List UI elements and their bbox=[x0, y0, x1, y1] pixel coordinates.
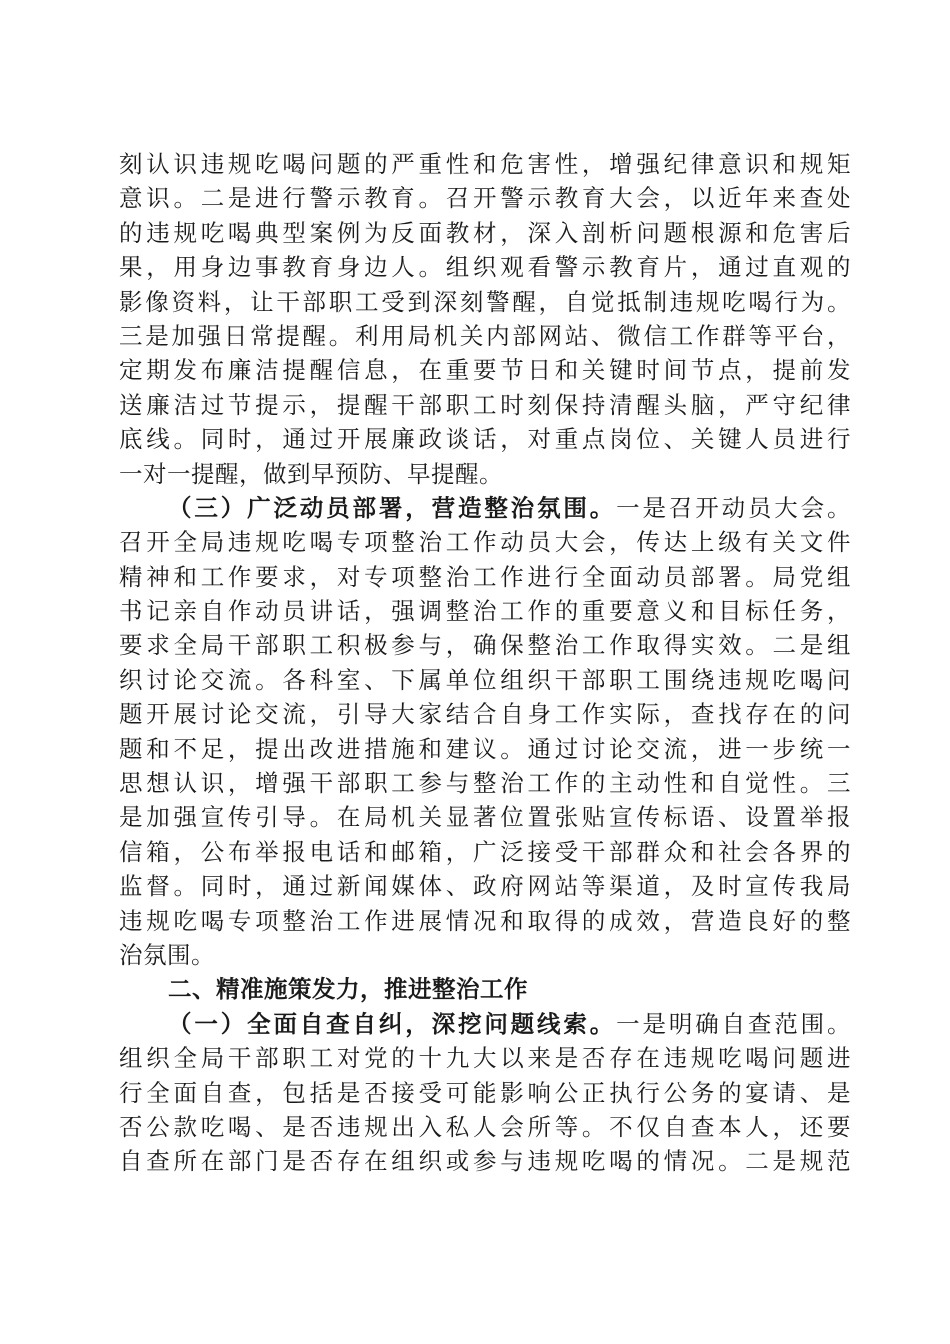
text-line: 送廉洁过节提示，提醒干部职工时刻保持清醒头脑，严守纪律 bbox=[119, 390, 851, 419]
paragraph-mobilization bbox=[119, 491, 851, 972]
text-line: 果，用身边事教育身边人。组织观看警示教育片，通过直观的 bbox=[119, 253, 851, 282]
text-line: 三是加强日常提醒。利用局机关内部网站、微信工作群等平台， bbox=[119, 321, 851, 350]
text-line: 书记亲自作动员讲话，强调整治工作的重要意义和目标任务， bbox=[119, 597, 851, 626]
text-line: 题开展讨论交流，引导大家结合自身工作实际，查找存在的问 bbox=[119, 700, 851, 729]
text-run: 一是明确自查范围。 bbox=[616, 1009, 852, 1038]
text-line: 影像资料，让干部职工受到深刻警醒，自觉抵制违规吃喝行为。 bbox=[119, 287, 851, 316]
subsection-heading: （三）广泛动员部署，营造整治氛围。 bbox=[168, 493, 617, 522]
text-line: 是加强宣传引导。在局机关显著位置张贴宣传标语、设置举报 bbox=[119, 803, 851, 832]
text-line: 违规吃喝专项整治工作进展情况和取得的成效，营造良好的整 bbox=[119, 906, 851, 935]
text-line: 召开全局违规吃喝专项整治工作动员大会，传达上级有关文件 bbox=[119, 528, 851, 557]
text-line: 否公款吃喝、是否违规出入私人会所等。不仅自查本人，还要 bbox=[119, 1112, 851, 1141]
text-line: 底线。同时，通过开展廉政谈话，对重点岗位、关键人员进行 bbox=[119, 425, 851, 454]
text-line: 要求全局干部职工积极参与，确保整治工作取得实效。二是组 bbox=[119, 631, 851, 660]
text-run: 一是召开动员大会。 bbox=[616, 493, 852, 522]
text-line: 的违规吃喝典型案例为反面教材，深入剖析问题根源和危害后 bbox=[119, 218, 851, 247]
text-line: 行全面自查，包括是否接受可能影响公正执行公务的宴请、是 bbox=[119, 1078, 851, 1107]
text-line: 监督。同时，通过新闻媒体、政府网站等渠道，及时宣传我局 bbox=[119, 872, 851, 901]
paragraph-first-line bbox=[119, 491, 851, 525]
text-line: 题和不足，提出改进措施和建议。通过讨论交流，进一步统一 bbox=[119, 734, 851, 763]
text-line: 织讨论交流。各科室、下属单位组织干部职工围绕违规吃喝问 bbox=[119, 665, 851, 694]
text-line: 治氛围。 bbox=[119, 940, 215, 969]
section-heading: 二、精准施策发力，推进整治工作 bbox=[168, 975, 528, 1004]
subsection-heading: （一）全面自查自纠，深挖问题线索。 bbox=[168, 1009, 617, 1038]
text-line: 自查所在部门是否存在组织或参与违规吃喝的情况。二是规范 bbox=[119, 1147, 851, 1176]
paragraph-first-line bbox=[119, 1007, 851, 1041]
paragraph-warning-education bbox=[119, 147, 851, 491]
text-line: 信箱，公布举报电话和邮箱，广泛接受干部群众和社会各界的 bbox=[119, 837, 851, 866]
paragraph-self-inspection bbox=[119, 1007, 851, 1179]
text-line: 思想认识，增强干部职工参与整治工作的主动性和自觉性。三 bbox=[119, 769, 851, 798]
text-line: 组织全局干部职工对党的十九大以来是否存在违规吃喝问题进 bbox=[119, 1044, 851, 1073]
text-line: 意识。二是进行警示教育。召开警示教育大会，以近年来查处 bbox=[119, 184, 851, 213]
text-line: 精神和工作要求，对专项整治工作进行全面动员部署。局党组 bbox=[119, 562, 851, 591]
document-body bbox=[119, 147, 851, 1179]
text-line: 一对一提醒，做到早预防、早提醒。 bbox=[119, 459, 503, 488]
text-line: 刻认识违规吃喝问题的严重性和危害性，增强纪律意识和规矩 bbox=[119, 150, 851, 178]
text-line: 定期发布廉洁提醒信息，在重要节日和关键时间节点，提前发 bbox=[119, 356, 851, 385]
